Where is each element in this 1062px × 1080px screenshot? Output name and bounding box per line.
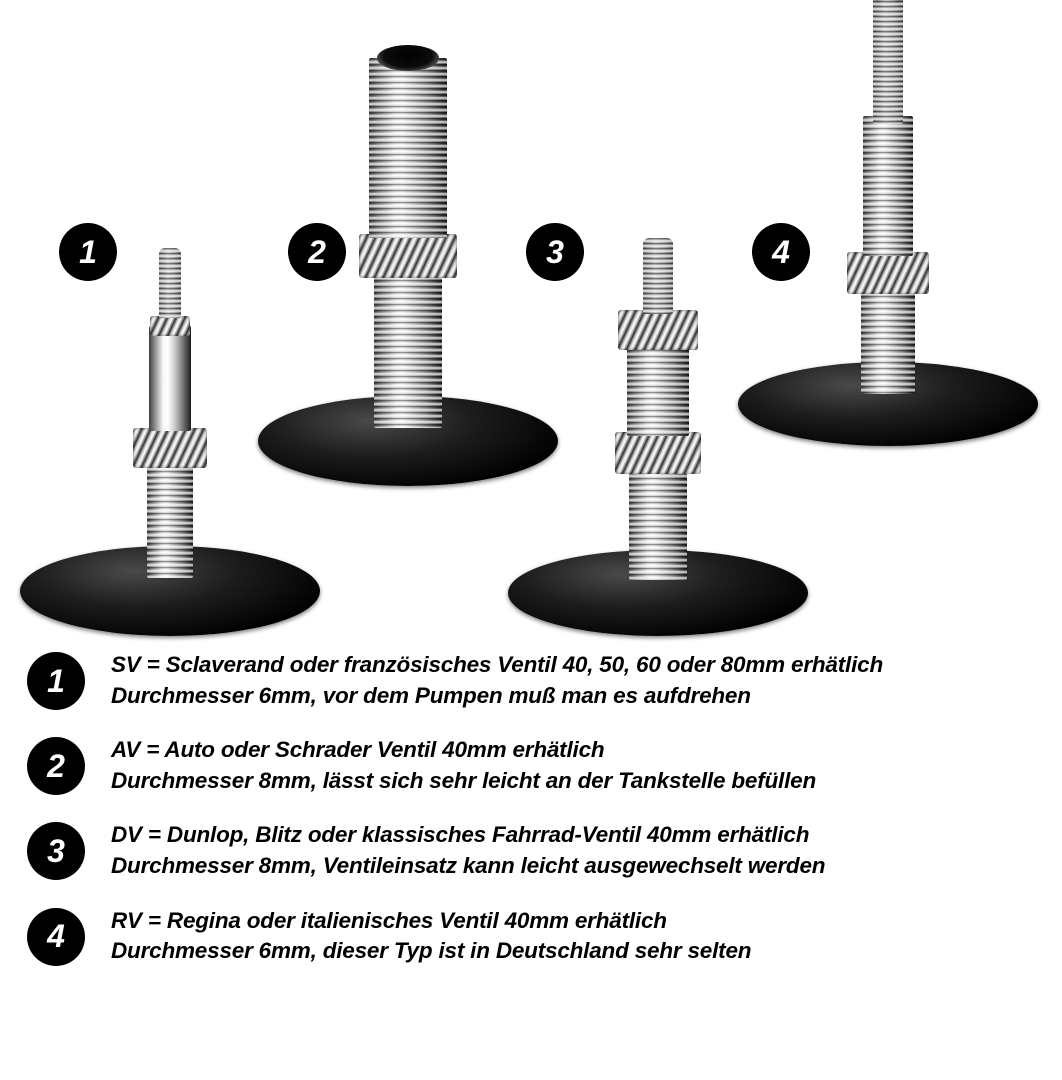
legend-badge-1: 1 <box>27 652 85 710</box>
legend-line-secondary: Durchmesser 8mm, lässt sich sehr leicht an der Tankstelle befüllen <box>111 767 816 793</box>
valve-opening-2 <box>377 45 439 71</box>
valve-nut-4 <box>847 252 929 294</box>
legend-item-1 <box>0 648 1062 711</box>
valve-upper-stem-3 <box>627 344 689 436</box>
valve-upper-stem-2 <box>369 58 447 238</box>
legend <box>0 648 1062 989</box>
legend-line-primary: DV = Dunlop, Blitz oder klassisches Fahrrad-Ventil 40mm erhätlich <box>111 822 810 848</box>
valve-badge-3: 3 <box>526 223 584 281</box>
valve-nut-2 <box>359 234 457 278</box>
valve-threaded-shaft-4 <box>873 0 903 124</box>
valve-upper-stem-1 <box>149 326 191 431</box>
legend-line-secondary: Durchmesser 8mm, Ventileinsatz kann leicht ausgewechselt werden <box>111 852 826 878</box>
valve-tip-4 <box>876 0 900 4</box>
valve-badge-4: 4 <box>752 223 810 281</box>
valve-tip-3 <box>643 238 673 314</box>
valve-stem-2 <box>374 268 442 428</box>
legend-item-3 <box>0 818 1062 881</box>
valve-upper-stem-4 <box>863 116 913 256</box>
valve-stem-3 <box>629 460 687 580</box>
legend-line-secondary: Durchmesser 6mm, dieser Typ ist in Deutschland sehr selten <box>111 938 752 964</box>
legend-line-primary: SV = Sclaverand oder französisches Ventil 40, 50, 60 oder 80mm erhätlich <box>111 652 883 677</box>
legend-line-secondary: Durchmesser 6mm, vor dem Pumpen muß man es aufdrehen <box>111 682 751 708</box>
valve-badge-1: 1 <box>59 223 117 281</box>
legend-line-primary: AV = Auto oder Schrader Ventil 40mm erhätlich <box>111 737 605 763</box>
valve-badge-2: 2 <box>288 223 346 281</box>
legend-text-1 <box>111 648 883 711</box>
valve-collar-3 <box>618 310 698 350</box>
legend-badge-2: 2 <box>27 737 85 795</box>
valve-collar-1 <box>150 316 190 336</box>
valve-tip-1 <box>159 248 181 318</box>
valve-stem-4 <box>861 284 915 394</box>
legend-text-2 <box>111 733 816 796</box>
legend-badge-4: 4 <box>27 908 85 966</box>
legend-text-4 <box>111 904 751 967</box>
legend-text-3 <box>111 818 825 881</box>
legend-badge-3: 3 <box>27 822 85 880</box>
valve-nut-3 <box>615 432 701 474</box>
legend-line-primary: RV = Regina oder italienisches Ventil 40mm erhätlich <box>111 907 667 933</box>
valve-nut-1 <box>133 428 207 468</box>
legend-item-4 <box>0 904 1062 967</box>
valve-stem-1 <box>147 453 193 578</box>
legend-item-2 <box>0 733 1062 796</box>
